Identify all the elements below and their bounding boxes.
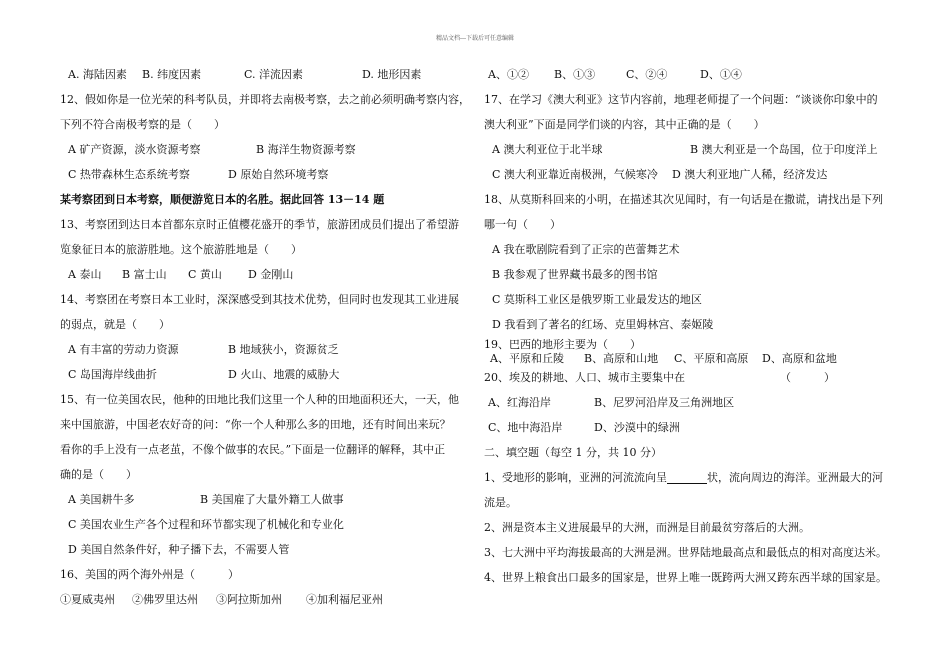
option-b: B、①③ [554, 68, 596, 81]
option-a: A. 海陆因素 [68, 68, 127, 81]
option-b: B 海洋生物资源考察 [256, 143, 356, 156]
q20-options-ab [484, 390, 904, 415]
q13-stem-line1: 13、考察团到达日本首都东京时正值樱花盛开的季节，旅游团成员们提出了希望游 [60, 218, 459, 231]
option-b: B、高原和山地 [584, 351, 659, 365]
option-d: D 火山、地震的威胁大 [228, 368, 340, 381]
fill-1-blank[interactable] [667, 472, 707, 484]
q19-stem: 19、巴西的地形主要为（ ） [484, 337, 641, 351]
option-c: C 美国农业生产各个过程和环节都实现了机械化和专业化 [68, 518, 344, 531]
option-a: A 有丰富的劳动力资源 [68, 343, 179, 356]
q17-options-cd [484, 162, 904, 187]
q15-stem-line4: 确的是（ ） [60, 468, 137, 481]
q18-stem-line2: 哪一句（ ） [484, 218, 561, 231]
option-b: B 澳大利亚是一个岛国，位于印度洋上 [690, 143, 878, 156]
option-d: D. 地形因素 [362, 68, 422, 81]
q20-stem: 20、埃及的耕地、人口、城市主要集中在 [484, 371, 685, 384]
option-a: A 我在歌剧院看到了正宗的芭蕾舞艺术 [492, 243, 680, 256]
option-d: D 原始自然环境考察 [228, 168, 329, 181]
option-b: B 美国雇了大量外籍工人做事 [200, 493, 344, 506]
q14-stem-line1: 14、考察团在考察日本工业时，深深感受到其技术优势，但同时也发现其工业进展 [60, 293, 459, 306]
q17-options-ab [484, 137, 904, 162]
q15-stem-line2: 来中国旅游，中国老农好奇的问：“你一个人种那么多的田地，还有时间出来玩？ [60, 418, 451, 431]
item-3: ③阿拉斯加州 [216, 593, 282, 606]
option-b: B 富士山 [122, 268, 167, 281]
q17-stem-line1: 17、在学习《澳大利亚》这节内容前，地理老师提了一个问题：“谈谈你印象中的 [484, 93, 878, 106]
q12-stem-line2: 下列不符合南极考察的是（ ） [60, 118, 225, 131]
option-a: A 美国耕牛多 [68, 493, 135, 506]
q16-answer-options [484, 62, 904, 87]
option-d: D、沙漠中的绿洲 [594, 421, 680, 434]
option-b: B 我参观了世界藏书最多的图书馆 [492, 268, 658, 281]
q14-options-ab [60, 337, 475, 362]
q16-stem: 16、美国的两个海外州是（ ） [60, 568, 239, 581]
option-c: C 热带森林生态系统考察 [68, 168, 190, 181]
item-4: ④加利福尼亚州 [306, 593, 383, 606]
option-d: D、①④ [700, 68, 742, 81]
option-a: A 泰山 [68, 268, 102, 281]
option-c: C. 洋流因素 [244, 68, 304, 81]
item-1: ①夏威夷州 [60, 593, 115, 606]
q15-stem-line1: 15、有一位美国农民，他种的田地比我们这里一个人种的田地面积还大，一天，他 [60, 393, 459, 406]
q15-options-ab [60, 487, 475, 512]
q19-options [484, 351, 904, 365]
option-c: C、②④ [626, 68, 668, 81]
option-d: D 澳大利亚地广人稀，经济发达 [672, 168, 828, 181]
option-d: D 美国自然条件好，种子播下去，不需要人管 [68, 543, 290, 556]
q12-options-ab [60, 137, 475, 162]
section-note: 某考察团到日本考察，顺便游览日本的名胜。据此回答 13－14 题 [60, 193, 385, 206]
fill-4: 4、世界上粮食出口最多的国家是，世界上唯一既跨两大洲又跨东西半球的国家是。 [484, 571, 887, 584]
option-c: C 黄山 [188, 268, 222, 281]
right-column [484, 62, 904, 590]
option-c: C 澳大利亚靠近南极洲，气候寒冷 [492, 168, 658, 181]
option-d: D 金刚山 [248, 268, 294, 281]
q10-options [60, 62, 475, 87]
option-b: B. 纬度因素 [142, 68, 202, 81]
option-d: D、高原和盆地 [762, 351, 837, 365]
fill-1-text-b: 状，流向周边的海洋。亚洲最大的河 [707, 471, 883, 484]
q12-stem-line1: 12、假如你是一位光荣的科考队员，并即将去南极考察，去之前必须明确考察内容， [60, 93, 470, 106]
q17-stem-line2: 澳大利亚”下面是同学们谈的内容，其中正确的是（ ） [484, 118, 765, 131]
page-header: 精品文档---下载后可任意编辑 [435, 35, 515, 42]
q20-stem-line [484, 365, 904, 390]
fill-1-text-a: 1、受地形的影响，亚洲的河流流向呈 [484, 471, 667, 484]
option-c: C 岛国海岸线曲折 [68, 368, 157, 381]
q14-stem-line2: 的弱点，就是（ ） [60, 318, 170, 331]
option-c: C、地中海沿岸 [488, 421, 563, 434]
q20-options-cd [484, 415, 904, 440]
q13-options [60, 262, 475, 287]
fill-3: 3、七大洲中平均海拔最高的大洲是洲。世界陆地最高点和最低点的相对高度达米。 [484, 546, 887, 559]
option-b: B 地域狭小，资源贫乏 [228, 343, 339, 356]
q16-items [60, 587, 475, 612]
option-d: D 我看到了著名的红场、克里姆林宫、泰姬陵 [492, 318, 714, 331]
option-a: A 矿产资源，淡水资源考察 [68, 143, 201, 156]
option-b: B、尼罗河沿岸及三角洲地区 [594, 396, 735, 409]
q13-stem-line2: 览象征日本的旅游胜地。这个旅游胜地是（ ） [60, 243, 302, 256]
option-a: A、①② [488, 68, 529, 81]
fill-2: 2、洲是资本主义进展最早的大洲，而洲是目前最贫穷落后的大洲。 [484, 521, 810, 534]
option-c: C、平原和高原 [674, 351, 749, 365]
left-column [60, 62, 475, 612]
q15-stem-line3: 看你的手上没有一点老茧，不像个做事的农民。”下面是一位翻译的解释，其中正 [60, 443, 446, 456]
option-a: A、平原和丘陵 [490, 351, 564, 365]
option-c: C 莫斯科工业区是俄罗斯工业最发达的地区 [492, 293, 702, 306]
fill-section-title: 二、填空题（每空 1 分，共 10 分） [484, 446, 662, 459]
q12-options-cd [60, 162, 475, 187]
item-2: ②佛罗里达州 [132, 593, 198, 606]
option-a: A、红海沿岸 [488, 396, 551, 409]
q14-options-cd [60, 362, 475, 387]
fill-1-line2: 流是。 [484, 496, 517, 509]
fill-1-line1 [484, 465, 904, 490]
q20-answer-paren: （ ） [780, 371, 835, 384]
option-a: A 澳大利亚位于北半球 [492, 143, 603, 156]
q18-stem-line1: 18、从莫斯科回来的小明，在描述其次见闻时，有一句话是在撒谎，请找出是下列 [484, 193, 883, 206]
